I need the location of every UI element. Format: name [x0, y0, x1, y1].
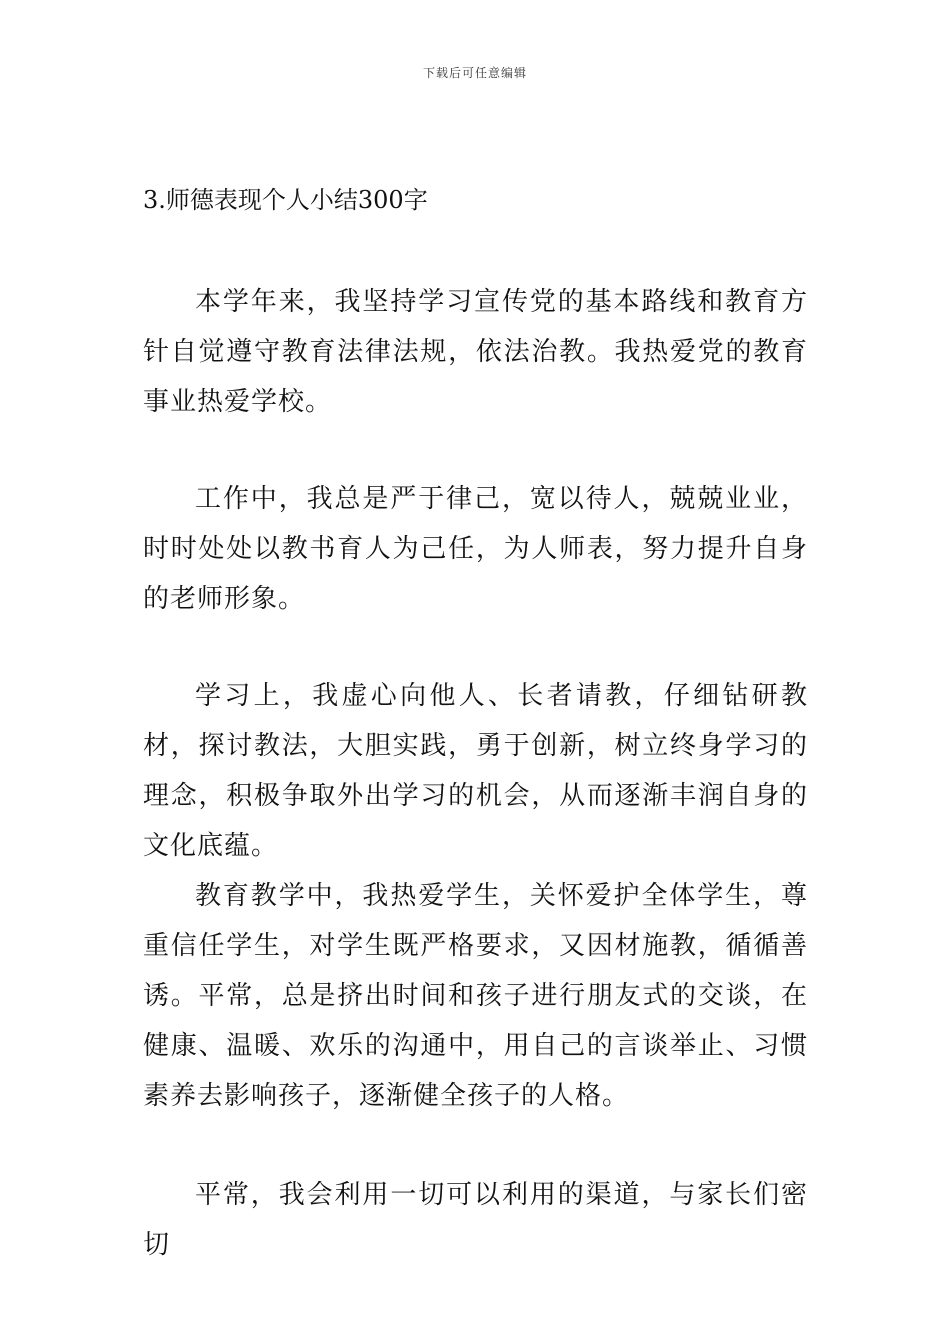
document-title: 3.师德表现个人小结300字 [143, 186, 428, 214]
paragraph-1: 本学年来，我坚持学习宣传党的基本路线和教育方针自觉遵守教育法律法规，依法治教。我热爱党的教育事业热爱学校。 [143, 287, 808, 417]
paragraph-4: 教育教学中，我热爱学生，关怀爱护全体学生，尊重信任学生，对学生既严格要求，又因材施教，循循善诱。平常，总是挤出时间和孩子进行朋友式的交谈，在健康、温暖、欢乐的沟通中，用自己的言谈举止、习惯素养去影响孩子，逐渐健全孩子的人格。 [143, 881, 808, 1111]
paragraph-2: 工作中，我总是严于律己，宽以待人，兢兢业业，时时处处以教书育人为己任，为人师表，努力提升自身的老师形象。 [143, 484, 808, 614]
paragraph-5: 平常，我会利用一切可以利用的渠道，与家长们密切 [143, 1180, 808, 1260]
paragraph-3: 学习上，我虚心向他人、长者请教，仔细钻研教材，探讨教法，大胆实践，勇于创新，树立终身学习的理念，积极争取外出学习的机会，从而逐渐丰润自身的文化底蕴。 [143, 681, 808, 861]
page-header: 下载后可任意编辑 [422, 66, 527, 80]
